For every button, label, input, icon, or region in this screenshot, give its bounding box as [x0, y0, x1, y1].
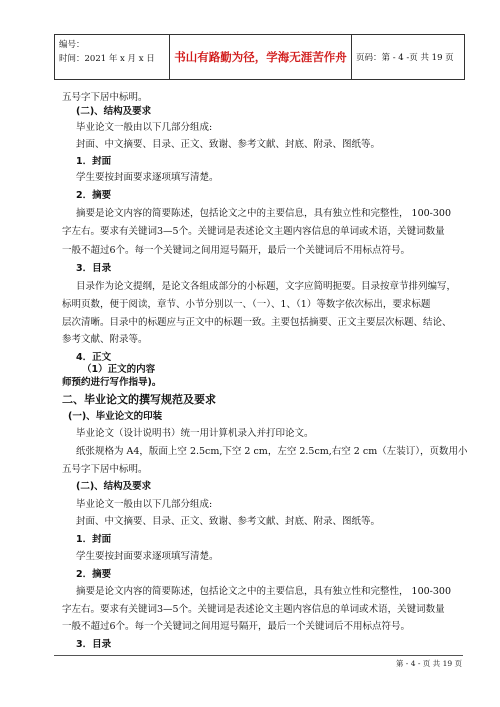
paragraph-line: 摘要是论文内容的简要陈述，包括论文之中的主要信息，具有独立性和完整性， 100-300	[76, 208, 451, 219]
page-number-cell: 页码：第 - 4 -页 共 19 页	[356, 53, 454, 63]
subsection-heading: 1．封面	[76, 534, 112, 545]
paragraph-line: 纸张规格为 A4，版面上空 2.5cm,下空 2 cm，左空 2.5cm,右空 2 cm（左装订），页数用小	[76, 446, 468, 457]
paragraph-line: 封面、中文摘要、目录、正文、致谢、参考文献、封底、附录、图纸等。	[76, 139, 381, 150]
subsection-heading: 4．正文	[76, 352, 112, 363]
number-label: 编号：	[59, 40, 85, 50]
paragraph-line: 封面、中文摘要、目录、正文、致谢、参考文献、封底、附录、图纸等。	[76, 516, 381, 527]
section-heading: (二)、结构及要求	[76, 481, 152, 492]
paragraph-line: 学生要按封面要求逐项填写清楚。	[76, 172, 219, 183]
paragraph-line: 师预约进行写作指导)。	[62, 377, 162, 388]
header-meta-cell	[55, 35, 170, 79]
header-table	[54, 34, 465, 80]
paragraph-line: 层次清晰。目录中的标题应与正文中的标题一致。主要包括摘要、正文主要层次标题、结论、	[62, 317, 452, 328]
subsection-heading: 3．目录	[76, 639, 112, 650]
paragraph-line: 字左右。要求有关键词3—5个。关键词是表述论文主题内容信息的单词或术语，关键词数量	[62, 226, 445, 237]
paragraph-line: 一般不超过6个。每一个关键词之间用逗号隔开，最后一个关键词后不用标点符号。	[62, 621, 411, 632]
time-label: 时间：2021 年 x 月 x 日	[59, 54, 155, 64]
paragraph-line: 标明页数，便于阅读，章节、小节分别以一、（一）、1、（1）等数字依次标出，要求标题	[62, 299, 431, 310]
paragraph-line: 毕业论文一般由以下几部分组成:	[76, 499, 213, 510]
subsection-heading: 2．摘要	[76, 190, 112, 201]
paragraph-line: 字左右。要求有关键词3—5个。关键词是表述论文主题内容信息的单词或术语，关键词数量	[62, 604, 445, 615]
section-heading: (二)、结构及要求	[76, 106, 152, 117]
paragraph-line: 五号字下居中标明。	[62, 464, 148, 475]
paragraph-line: 学生要按封面要求逐项填写清楚。	[76, 551, 219, 562]
paragraph-line: 毕业论文（设计说明书）统一用计算机录入并打印论文。	[76, 428, 314, 439]
subsection-heading: 2．摘要	[76, 569, 112, 580]
subsection-heading: 3．目录	[76, 263, 112, 274]
chapter-heading: 二、毕业论文的撰写规范及要求	[62, 393, 216, 406]
paragraph-line: 参考文献、附录等。	[62, 334, 148, 345]
paragraph-line: 一般不超过6个。每一个关键词之间用逗号隔开，最后一个关键词后不用标点符号。	[62, 245, 411, 256]
subsection-heading: （1）正文的内容	[82, 364, 156, 375]
page-footer: 第 - 4 - 页 共 19 页	[395, 659, 462, 668]
paragraph-line: 目录作为论文提纲，是论文各组成部分的小标题，文字应简明扼要。目录按章节排列编写，	[76, 281, 457, 292]
paragraph-line: 五号字下居中标明。	[62, 92, 148, 103]
paragraph-line: 摘要是论文内容的简要陈述，包括论文之中的主要信息，具有独立性和完整性， 100-300	[76, 586, 451, 597]
motto-cell: 书山有路勤为径，学海无涯苦作舟	[170, 35, 352, 79]
section-heading: (一)、毕业论文的印装	[68, 411, 163, 422]
subsection-heading: 1．封面	[76, 156, 112, 167]
paragraph-line: 毕业论文一般由以下几部分组成:	[76, 122, 213, 133]
footer-divider	[54, 655, 463, 656]
